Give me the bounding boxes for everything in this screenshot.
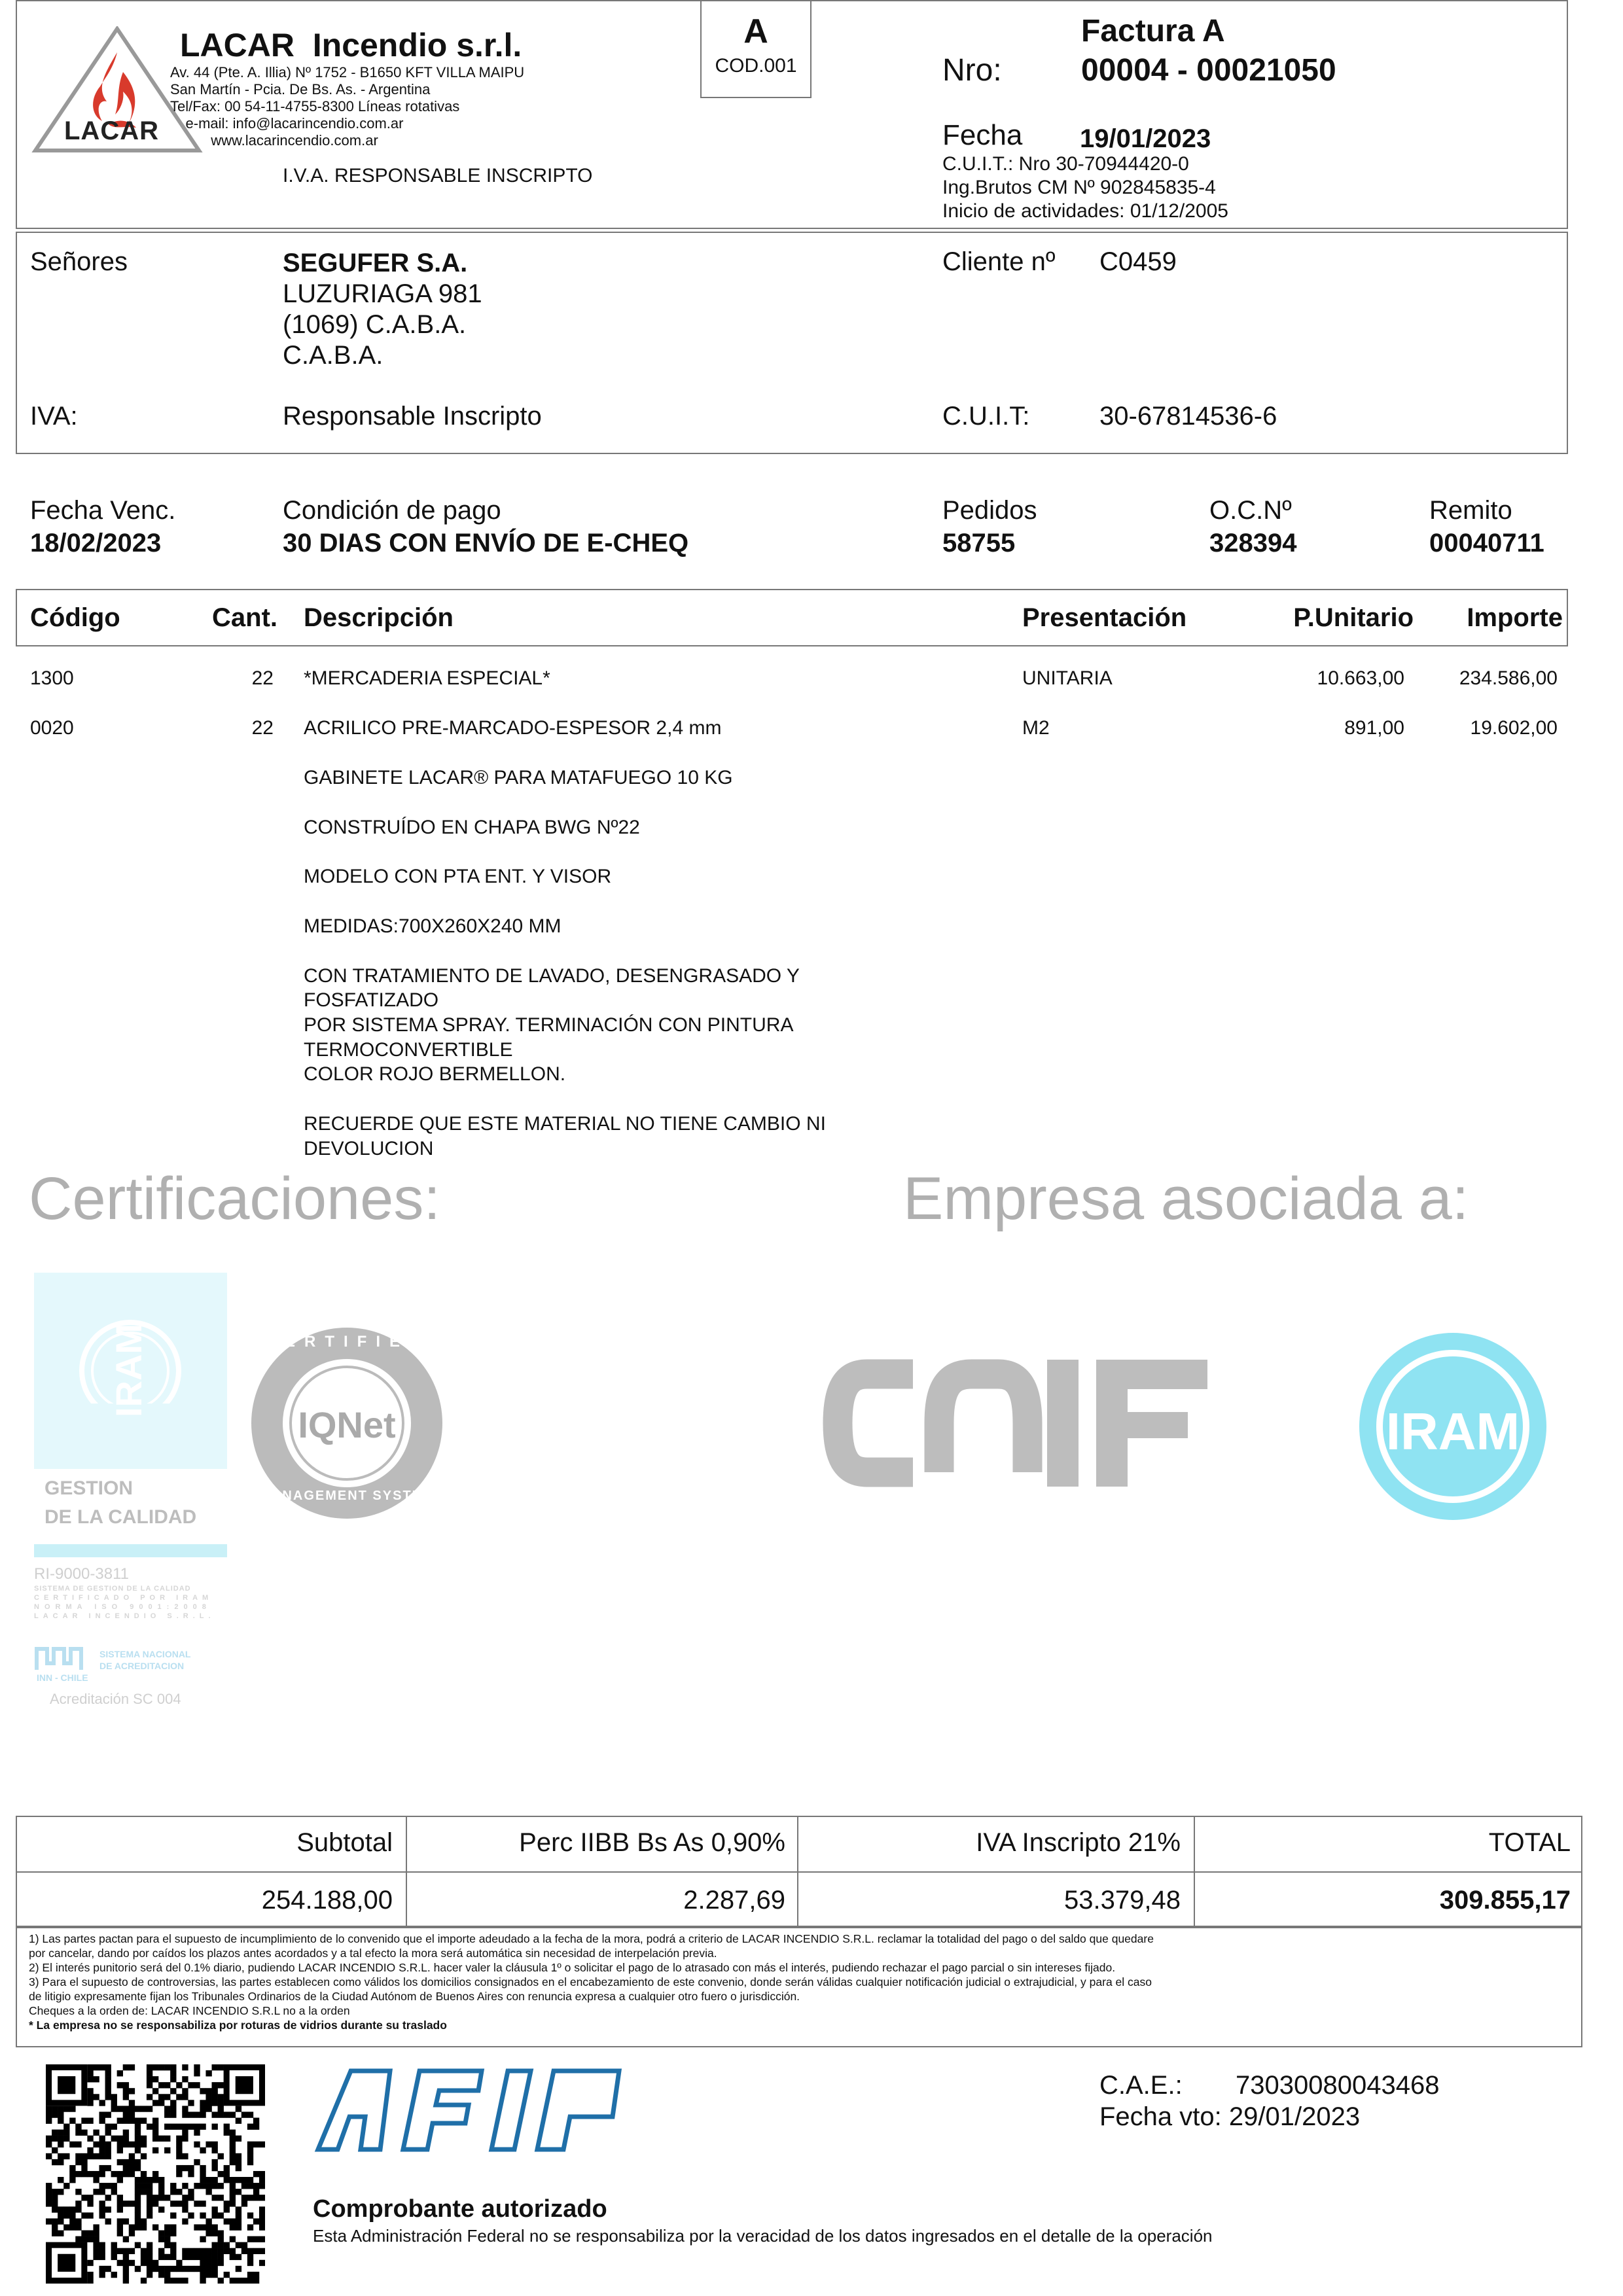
row-descripcion: *MERCADERIA ESPECIAL* [304,667,550,689]
invoice-number: 00004 - 00021050 [1081,53,1336,88]
empresa-asociada-title: Empresa asociada a: [903,1165,1469,1232]
row-cant: 22 [251,667,274,689]
legal-bold-line: * La empresa no se responsabiliza por roturas de vidrios durante su traslado [29,2019,447,2032]
company-iva: I.V.A. RESPONSABLE INSCRIPTO [283,165,593,186]
afip-logo-icon [312,2064,639,2156]
cae-expiry: Fecha vto: 29/01/2023 [1099,2102,1361,2131]
fecha-label: Fecha [942,119,1023,151]
inn-chile: INN - CHILE [37,1672,88,1683]
iva-label: IVA Inscripto 21% [976,1828,1181,1857]
total-value: 309.855,17 [1439,1886,1571,1915]
header-descripcion: Descripción [304,603,454,632]
subtotal-value: 254.188,00 [261,1886,393,1915]
client-name: SEGUFER S.A. [283,249,468,277]
row-unitario: 891,00 [1344,717,1404,739]
gestion-line: GESTION [45,1477,134,1499]
sna-line: SISTEMA NACIONAL [99,1649,191,1659]
row-importe: 234.586,00 [1459,667,1558,689]
sna-line: DE ACREDITACION [99,1661,185,1671]
row-descripcion: ACRILICO PRE-MARCADO-ESPESOR 2,4 mm [304,717,722,739]
website-line: www.lacarincendio.com.ar [211,132,378,149]
desc-line: GABINETE LACAR® PARA MATAFUEGO 10 KG [304,767,733,788]
iqnet-top-text: CERTIFIED [264,1333,430,1351]
senores-label: Señores [30,247,128,276]
cert-small-line: SISTEMA DE GESTION DE LA CALIDAD [34,1585,191,1593]
cae-label: C.A.E.: [1099,2071,1183,2100]
desc-line: TERMOCONVERTIBLE [304,1039,513,1061]
invoice-title: Factura A [1081,14,1225,48]
logo-text: LACAR [64,116,159,145]
phone-line: Tel/Fax: 00 54-11-4755-8300 Líneas rotativas [170,98,460,115]
iram-right-text: IRAM [1385,1402,1520,1460]
iram-cyan-bar [34,1544,227,1557]
caif-logo-icon [821,1354,1214,1492]
header-unitario: P.Unitario [1293,603,1414,632]
acreditacion: Acreditación SC 004 [50,1691,181,1707]
perc-iibb-label: Perc IIBB Bs As 0,90% [519,1828,785,1857]
legal-line: 1) Las partes pactan para el supuesto de incumplimiento de lo convenido que el importe adeudado a la fecha de la mora, podrá a criterio de LACAR INCENDIO S.R.L. reclamar la totalidad del pago o del saldo que quedare [29,1932,1154,1945]
email-line: e-mail: info@lacarincendio.com.ar [185,115,404,132]
legal-text [29,1932,1154,2032]
header-importe: Importe [1467,603,1563,632]
oc-label: O.C.Nº [1209,496,1292,525]
header-presentacion: Presentación [1022,603,1187,632]
client-address-line: C.A.B.A. [283,341,383,370]
gestion-line: DE LA CALIDAD [45,1506,197,1528]
client-cuit-label: C.U.I.T: [942,402,1030,431]
desc-line: COLOR ROJO BERMELLON. [304,1063,566,1085]
inn-logo-icon [34,1644,93,1672]
iram-badge-text: IRAM [108,1323,149,1418]
cae-number: 73030080043468 [1236,2071,1440,2100]
totals-divider [16,1871,1582,1873]
invoice-date: 19/01/2023 [1080,124,1211,153]
cliente-label: Cliente nº [942,247,1056,276]
legal-line: Cheques a la orden de: LACAR INCENDIO S.R.L no a la orden [29,2004,350,2017]
cond-value: 30 DIAS CON ENVÍO DE E-CHEQ [283,529,689,557]
certificaciones-title: Certificaciones: [29,1165,440,1232]
client-address-line: LUZURIAGA 981 [283,279,482,308]
header-codigo: Código [30,603,120,632]
remito-label: Remito [1429,496,1512,525]
ri-code: RI-9000-3811 [34,1565,129,1583]
ing-brutos: Ing.Brutos CM Nº 902845835-4 [942,177,1216,198]
comprobante-title: Comprobante autorizado [313,2195,607,2223]
cert-small-line: CERTIFICADO POR IRAM [34,1594,213,1602]
client-iva-value: Responsable Inscripto [283,402,542,431]
client-address-line: (1069) C.A.B.A. [283,310,467,339]
issuer-cuit: C.U.I.T.: Nro 30-70944420-0 [942,153,1189,175]
iram-quality-badge [34,1273,227,1469]
pedidos-label: Pedidos [942,496,1037,525]
iva-value: 53.379,48 [1064,1886,1181,1915]
oc-value: 328394 [1209,529,1297,557]
iram-associated-badge [1355,1328,1551,1525]
pedidos-value: 58755 [942,529,1016,557]
desc-line: CONSTRUÍDO EN CHAPA BWG Nº22 [304,817,640,838]
header-cant: Cant. [212,603,277,632]
afip-logo [312,2064,639,2156]
client-iva-label: IVA: [30,402,78,431]
row-presentacion: M2 [1022,717,1050,739]
perc-iibb-value: 2.287,69 [683,1886,785,1915]
remito-value: 00040711 [1429,529,1544,557]
qr-code [46,2064,265,2284]
legal-line: 2) El interés punitorio será del 0.1% diario, pudiendo LACAR INCENDIO S.R.L. hacer valer la cláusula 1º o solicitar el pago de lo atrasado con más el interés, pudiendo rechazar el pago parcial o sin intereses fijado. [29,1961,1116,1974]
row-importe: 19.602,00 [1470,717,1558,739]
address-line: San Martín - Pcia. De Bs. As. - Argentina [170,81,431,97]
desc-line: MODELO CON PTA ENT. Y VISOR [304,866,612,887]
cliente-number: C0459 [1099,247,1177,276]
total-label: TOTAL [1488,1828,1571,1857]
iqnet-seal [249,1325,445,1521]
row-unitario: 10.663,00 [1317,667,1404,689]
desc-line: CON TRATAMIENTO DE LAVADO, DESENGRASADO Y [304,965,800,987]
subtotal-label: Subtotal [296,1828,393,1857]
legal-line: de litigio expresamente fijan los Tribunales Ordinarios de la Ciudad Autónom de Buenos Aires con renuncia expresa a cualquier otro fuero o jurisdicción. [29,1990,800,2003]
row-cant: 22 [251,717,274,739]
legal-line: por cancelar, dando por caídos los plazos antes acordados y a tal efecto la mora será automática sin necesidad de interpelación previa. [29,1947,717,1960]
inn-logo [34,1644,93,1672]
desc-line: FOSFATIZADO [304,989,439,1011]
cert-small-line: LACAR INCENDIO S.R.L. [34,1612,215,1620]
desc-line: MEDIDAS:700X260X240 MM [304,915,562,937]
address-line: Av. 44 (Pte. A. Illia) Nº 1752 - B1650 KFT VILLA MAIPU [170,64,525,80]
nro-label: Nro: [942,53,1002,88]
inicio-actividades: Inicio de actividades: 01/12/2005 [942,200,1228,222]
desc-line: DEVOLUCION [304,1138,434,1159]
iqnet-center-text: IQNet [298,1404,396,1445]
client-box [16,232,1568,454]
qr-code-icon [46,2064,265,2284]
doc-code: COD.001 [715,55,797,77]
company-name: LACAR Incendio s.r.l. [180,27,522,63]
legal-line: 3) Para el supuesto de controversias, las partes establecen como válidos los domicilios consignados en el encabezamiento de este convenio, donde serán válidas cualquier notificación judicial o extrajudicial, y para el caso [29,1975,1152,1988]
desc-line: POR SISTEMA SPRAY. TERMINACIÓN CON PINTURA [304,1014,794,1036]
venc-date: 18/02/2023 [30,529,162,557]
row-codigo: 1300 [30,667,74,689]
row-presentacion: UNITARIA [1022,667,1113,689]
caif-logo [821,1354,1214,1492]
cert-small-line: NORMA ISO 9001:2008 [34,1603,211,1611]
company-address [170,64,525,149]
cond-label: Condición de pago [283,496,501,525]
iqnet-bottom-text: MANAGEMENT SYSTEM [259,1489,435,1503]
row-codigo: 0020 [30,717,74,739]
comprobante-text: Esta Administración Federal no se responsabiliza por la veracidad de los datos ingresados en el detalle de la operación [313,2226,1213,2246]
doc-letter: A [743,12,768,50]
venc-label: Fecha Venc. [30,496,176,525]
client-cuit-value: 30-67814536-6 [1099,402,1277,431]
desc-line: RECUERDE QUE ESTE MATERIAL NO TIENE CAMBIO NI [304,1113,826,1135]
